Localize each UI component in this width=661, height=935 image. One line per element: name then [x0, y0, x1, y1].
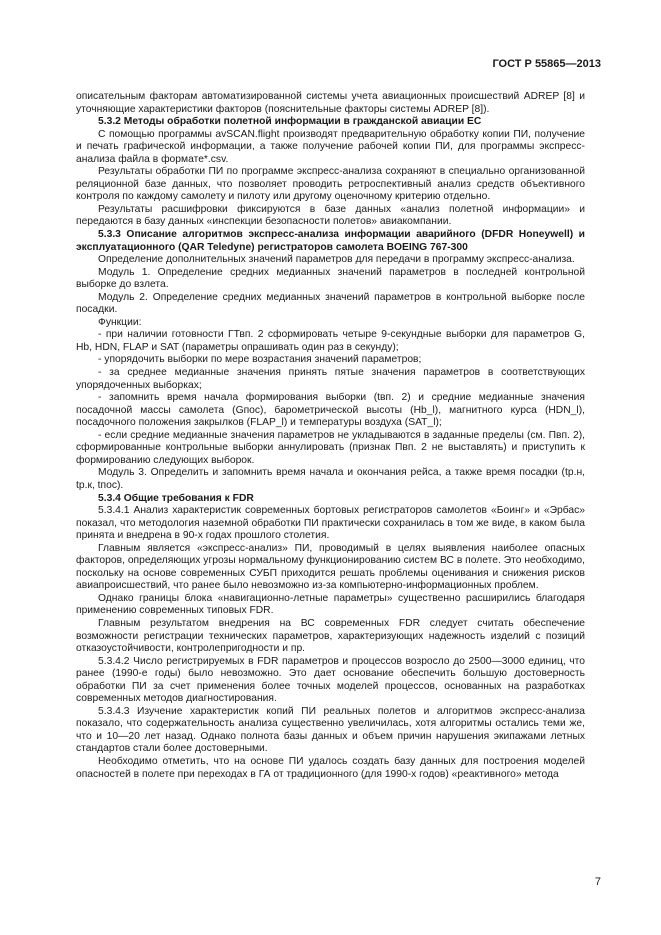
paragraph: Необходимо отметить, что на основе ПИ удалось создать базу данных для построения моделей опасностей в полете при переходах в ГА от традиционного (для 1990-х годов) «реактивного» метода	[76, 755, 585, 780]
paragraph: - упорядочить выборки по мере возрастания значений параметров;	[98, 354, 422, 366]
section-heading: 5.3.4 Общие требования к FDR	[98, 492, 254, 504]
section-heading: 5.3.2 Методы обработки полетной информации в гражданской авиации ЕС	[98, 116, 482, 128]
paragraph: 5.3.4.2 Число регистрируемых в FDR параметров и процессов возросло до 2500—3000 единиц, что ранее (1990-е годы) было невозможно. Это дает основание обеспечить большую достоверность обработки ПИ за счет применения более точных моделей процессов, основанных на разработках современных методов диагностирования.	[76, 655, 585, 705]
paragraph: С помощью программы avSCAN.flight производят предварительную обработку копии ПИ, получение и печать графической информации, а также получение рабочей копии ПИ, для программы экспресс-анализа файла в формате*.csv.	[76, 128, 585, 165]
paragraph: - при наличии готовности ГТвп. 2 сформировать четыре 9-секундные выборки для параметров G, Hb, HDN, FLAP и SAT (параметры опрашивать один раз в секунду);	[76, 329, 585, 353]
document-body	[76, 91, 585, 781]
paragraph: Главным результатом внедрения на ВС современных FDR следует считать обеспечение возможности регистрации технических параметров, характеризующих надежность изделий с позиций отказоустойчивости, контролепригодности и пр.	[76, 617, 585, 655]
paragraph: Главным является «экспресс-анализ» ПИ, проводимый в целях выявления наиболее опасных факторов, определяющих угрозы нормальному функционированию систем ВС в полете. Это необходимо, поскольку на основе современных СУБП приходится решать проблемы оценивания и снижения рисков авиапроисшествий, что ранее было невозможно из-за компьютерно-информационных проблем.	[76, 542, 585, 592]
paragraph: Определение дополнительных значений параметров для передачи в программу экспресс-анализа.	[98, 254, 575, 266]
paragraph: Модуль 1. Определение средних медианных значений параметров в последней контрольной выборке до взлета.	[76, 266, 585, 291]
paragraph: Однако границы блока «навигационно-летные параметры» существенно расширились благодаря применению современных типовых FDR.	[76, 592, 585, 617]
paragraph: описательным факторам автоматизированной системы учета авиационных происшествий ADREP [8] и уточняющие характеристики факторов (пояснительные факторы системы ADREP [8]).	[76, 91, 585, 115]
paragraph: 5.3.4.1 Анализ характеристик современных бортовых регистраторов самолетов «Боинг» и «Эрбас» показал, что методология наземной обработки ПИ практически сохранилась в том же виде, в каком была принята и внедрена в 90-х годах прошлого столетия.	[76, 505, 585, 542]
paragraph: Модуль 2. Определение средних медианных значений параметров в контрольной выборке после посадки.	[76, 291, 585, 316]
paragraph: - запомнить время начала формирования выборки (tвп. 2) и средние медианные значения посадочной массы самолета (Gпос), барометрической высоты (Hb_l), магнитного курса (HDN_l), посадочного положения закрылков (FLAP_l) и температуры воздуха (SAT_l);	[76, 392, 585, 429]
paragraph: Модуль 3. Определить и запомнить время начала и окончания рейса, а также время посадки (tр.н, tр.к, tпос).	[76, 467, 585, 491]
paragraph: Результаты обработки ПИ по программе экспресс-анализа сохраняют в специально организованной реляционной базе данных, что позволяет проводить ретроспективный анализ средств объективного контроля по каждому самолету и пилоту или другому оценочному критерию отдельно.	[76, 166, 585, 203]
section-heading: 5.3.3 Описание алгоритмов экспресс-анализа информации аварийного (DFDR Honeywell) и эксплуатационного (QAR Teledyne) регистраторов самолета BOEING 767-300	[76, 229, 585, 253]
paragraph: - если средние медианные значения параметров не укладываются в заданные пределы (см. Пвп. 2), сформированные контрольные выборки аннулировать (признак Пвп. 2 не выставлять) и приступить к формированию следующих выборок.	[76, 429, 585, 466]
document-code: ГОСТ Р 55865—2013	[492, 58, 601, 70]
paragraph: - за среднее медианные значения принять пятые значения параметров в соответствующих упорядоченных выборках;	[76, 367, 585, 391]
paragraph: Результаты расшифровки фиксируются в базе данных «анализ полетной информации» и передаются в базу данных «инспекции безопасности полетов» авиакомпании.	[76, 203, 585, 228]
paragraph: 5.3.4.3 Изучение характеристик копий ПИ реальных полетов и алгоритмов экспресс-анализа показало, что содержательность анализа существенно увеличилась, хотя алгоритмы остались теми же, что и 10—20 лет назад. Однако полнота базы данных и объем причин нарушения экипажами летных стандартов стали более достоверными.	[76, 705, 585, 755]
page-number: 7	[594, 876, 601, 888]
paragraph: Функции:	[98, 316, 142, 328]
